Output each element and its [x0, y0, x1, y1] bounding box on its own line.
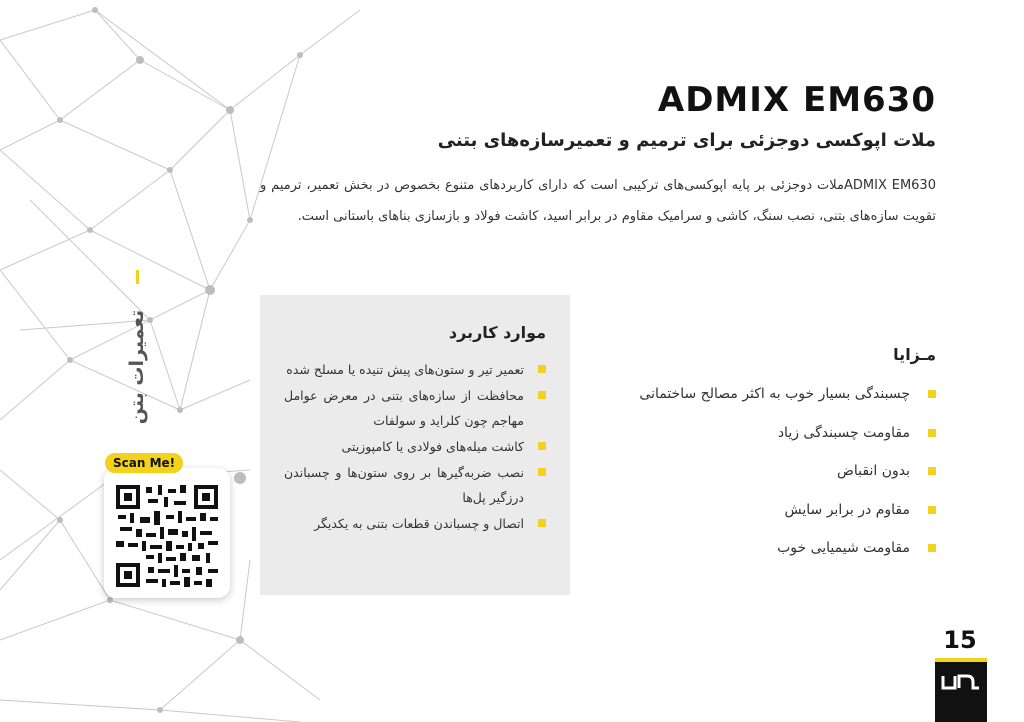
bullet-square-icon — [538, 519, 546, 527]
list-item: چسبندگی بسیار خوب به اکثر مصالح ساختمانی — [576, 375, 936, 414]
brand-strip — [935, 658, 987, 722]
qr-card[interactable] — [104, 468, 230, 598]
bullet-square-icon — [928, 506, 936, 514]
bullet-square-icon — [928, 429, 936, 437]
side-tag-label: تعمیرات بتن — [126, 309, 148, 425]
list-item: مقاومت چسبندگی زیاد — [576, 414, 936, 453]
bullet-square-icon — [538, 442, 546, 450]
side-tag-accent-bar — [136, 270, 139, 284]
product-title: ADMIX EM630 — [657, 80, 936, 120]
list-item: بدون انقباض — [576, 452, 936, 491]
scan-me-badge: Scan Me! — [105, 453, 183, 473]
section-side-tag — [120, 270, 156, 450]
bullet-square-icon — [538, 468, 546, 476]
list-item: نصب ضربه‌گیرها بر روی ستون‌ها و چسباندن درزگیر پل‌ها — [284, 460, 546, 510]
qr-code-icon — [114, 483, 220, 589]
applications-panel — [260, 295, 570, 595]
bullet-square-icon — [928, 467, 936, 475]
brand-accent-bar — [935, 658, 987, 662]
advantages-list — [576, 375, 936, 568]
bullet-square-icon — [928, 544, 936, 552]
intro-paragraph: ADMIX EM630ملات دوجزئی بر پایه اپوکسی‌های ترکیبی است که دارای کاربردهای متنوع بخصوص در بخش تعمیر، ترمیم و تقویت سازه‌های بتنی، نصب سنگ، کاشی و سرامیک مقاوم در برابر اسید، کاشت فولاد و بازسازی بناهای باستانی است. — [260, 178, 936, 224]
product-subtitle: ملات اپوکسی دوجزئی برای ترمیم و تعمیرسازه‌های بتنی — [437, 130, 936, 151]
list-item: اتصال و چسباندن قطعات بتنی به یکدیگر — [284, 511, 546, 536]
list-item: محافظت از سازه‌های بتنی در معرض عوامل مهاجم چون کلراید و سولفات — [284, 383, 546, 433]
page-number: 15 — [943, 626, 977, 654]
list-item: تعمیر تیر و ستون‌های پیش تنیده یا مسلح شده — [284, 357, 546, 382]
list-item: مقاوم در برابر سایش — [576, 491, 936, 530]
bullet-square-icon — [928, 390, 936, 398]
applications-title: موارد کاربرد — [448, 323, 546, 342]
list-item: مقاومت شیمیایی خوب — [576, 529, 936, 568]
applications-list — [284, 357, 546, 537]
list-item: کاشت میله‌های فولادی یا کامپوزیتی — [284, 434, 546, 459]
brand-logo-icon — [941, 672, 981, 692]
advantages-title: مـزایا — [893, 345, 936, 364]
bullet-square-icon — [538, 365, 546, 373]
bullet-square-icon — [538, 391, 546, 399]
